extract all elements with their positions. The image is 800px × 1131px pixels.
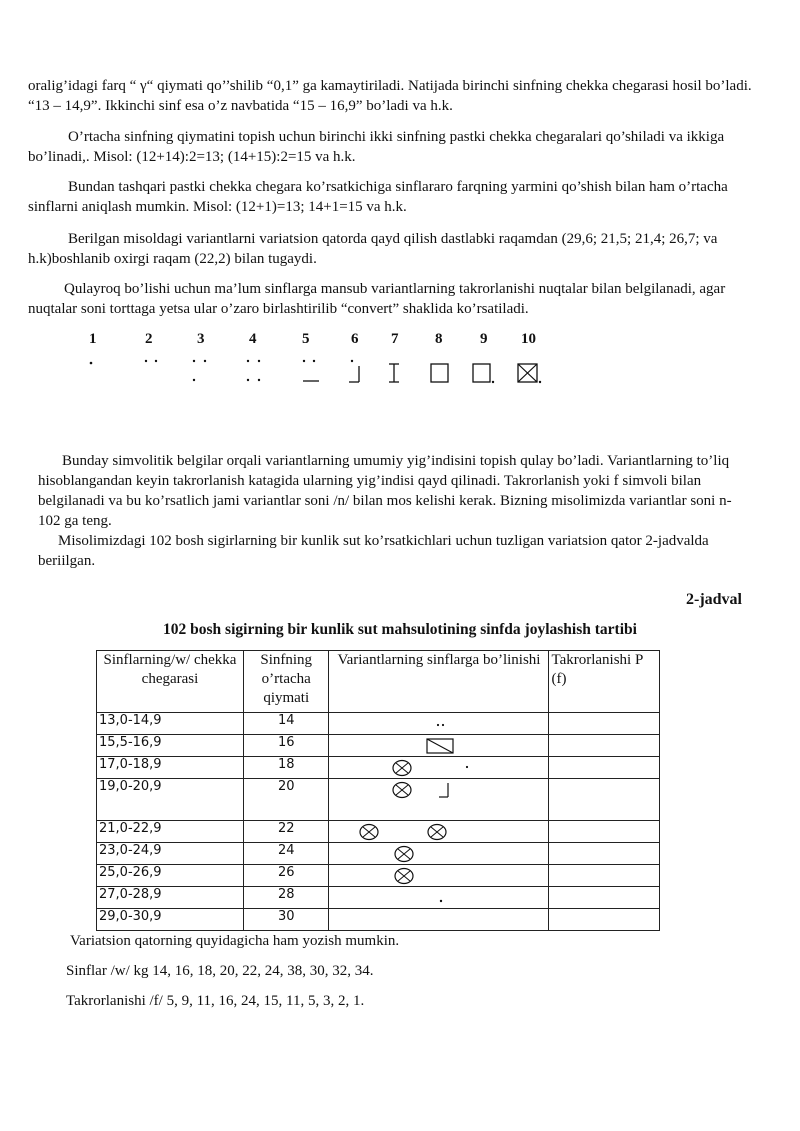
class-mean-cell: 24 <box>244 843 329 865</box>
tally-convert-icon <box>329 865 548 885</box>
class-range-cell: 17,0-18,9 <box>97 757 244 779</box>
table-row <box>97 779 660 821</box>
paragraph-table-intro: Misolimizdagi 102 bosh sigirlarning bir kunlik sut ko’rsatkichlari uchun tuzligan variatsion qator 2-jadvalda beriilgan. <box>38 533 709 569</box>
frequency-cell <box>549 909 660 931</box>
header-variant-distribution: Variantlarning sinflarga bo’linishi <box>329 651 549 713</box>
symbol-number: 2 <box>145 331 153 347</box>
symbol-number: 1 <box>89 331 97 347</box>
frequency-cell <box>549 735 660 757</box>
symbol-number: 3 <box>197 331 205 347</box>
frequency-cell <box>549 713 660 735</box>
tally-convert-icon <box>329 843 548 863</box>
paragraph-variation-series: Berilgan misoldagi variantlarni variatsion qatorda qayd qilish dastlabki raqamdan (29,6; 21,5; 21,4; 26,7; va h.k)boshlanib oxirgi raqam (22,2) bilan tugaydi. <box>28 231 718 267</box>
tally-5-icon <box>300 356 322 386</box>
tally-box-diagonal-icon <box>329 735 548 755</box>
symbol-number: 4 <box>249 331 257 347</box>
tally-3-icon <box>191 356 211 386</box>
frequency-cell <box>549 865 660 887</box>
paragraph-symbol-sum: Bunday simvolitik belgilar orqali variantlarning umumiy yig’indisini topish qulay bo’ladi. Variantlarning to’liq hisoblangandan keyin takrorlanish katagida ularning yig’indisi qayd qilinadi. Takrorlanish yoki f simvoli bilan belgilanadi va bu ko’rsatlich jami variantlar soni /n/ bilan mos kelishi kerak. Bizning misolimizda variantlar soni n-102 ga teng. <box>38 453 732 529</box>
class-range-cell: 25,0-26,9 <box>97 865 244 887</box>
table-header-row <box>97 651 660 713</box>
tally-two-dots-icon <box>329 713 548 733</box>
class-mean-cell: 14 <box>244 713 329 735</box>
tally-6-icon <box>347 356 369 386</box>
table-row <box>97 757 660 779</box>
symbol-number: 5 <box>302 331 310 347</box>
tally-10-icon <box>514 356 542 386</box>
tally-9-icon <box>470 356 496 386</box>
series-intro-line: Variatsion qatorning quyidagicha ham yozish mumkin. <box>70 933 400 949</box>
class-range-cell: 21,0-22,9 <box>97 821 244 843</box>
table-row <box>97 713 660 735</box>
tally-cell <box>329 909 549 931</box>
frequency-cell <box>549 821 660 843</box>
variation-table <box>96 650 660 931</box>
tally-7-icon <box>386 356 406 386</box>
table-row <box>97 909 660 931</box>
table-row <box>97 865 660 887</box>
tally-cell <box>329 735 549 757</box>
frequency-series-line: Takrorlanishi /f/ 5, 9, 11, 16, 24, 15, 11, 5, 3, 2, 1. <box>66 993 365 1009</box>
tally-2-icon <box>142 356 162 386</box>
symbol-number: 7 <box>391 331 399 347</box>
tally-cell <box>329 713 549 735</box>
tally-two-converts-icon <box>329 821 548 841</box>
class-range-cell: 29,0-30,9 <box>97 909 244 931</box>
class-range-cell: 27,0-28,9 <box>97 887 244 909</box>
class-mean-cell: 16 <box>244 735 329 757</box>
tally-cell <box>329 887 549 909</box>
table-title: 102 bosh sigirning bir kunlik sut mahsulotining sinfda joylashish tartibi <box>163 621 637 638</box>
paragraph-class-boundary: oralig’idagi farq “ γ“ qiymati qo’’shilib “0,1” ga kamaytiriladi. Natijada birinchi sinfning chekka chegarasi hosil bo’ladi. “13 – 14,9”. Ikkinchi sinf esa o’z navbatida “15 – 16,9” bo’ladi va h.k. <box>28 78 752 114</box>
header-class-mean: Sinfning o’rtacha qiymati <box>244 651 329 713</box>
tally-cell <box>329 865 549 887</box>
symbol-number: 6 <box>351 331 359 347</box>
tally-cell <box>329 843 549 865</box>
tally-1-icon <box>86 356 98 386</box>
symbol-number: 9 <box>480 331 488 347</box>
tally-8-icon <box>428 356 452 386</box>
table-row <box>97 821 660 843</box>
tally-convert-dot-icon <box>329 757 548 777</box>
tally-cell <box>329 757 549 779</box>
table-number: 2-jadval <box>686 591 742 608</box>
frequency-cell <box>549 757 660 779</box>
class-mean-cell: 18 <box>244 757 329 779</box>
table-row <box>97 735 660 757</box>
paragraph-alt-method: Bundan tashqari pastki chekka chegara ko’rsatkichiga sinflararo farqning yarmini qo’shish bilan ham o’rtacha sinflarni aniqlash mumkin. Misol: (12+1)=13; 14+1=15 va h.k. <box>28 179 728 215</box>
symbol-number-row <box>0 331 800 355</box>
tally-cell <box>329 821 549 843</box>
class-range-cell: 15,5-16,9 <box>97 735 244 757</box>
paragraph-class-mean: O’rtacha sinfning qiymatini topish uchun birinchi ikki sinfning pastki chekka chegaralari qo’shiladi va ikkiga bo’linadi,. Misol: (12+14):2=13; (14+15):2=15 va h.k. <box>28 129 725 165</box>
tally-4-icon <box>245 356 265 386</box>
symbol-number: 10 <box>521 331 536 347</box>
class-mean-cell: 22 <box>244 821 329 843</box>
classes-series-line: Sinflar /w/ kg 14, 16, 18, 20, 22, 24, 38, 30, 32, 34. <box>66 963 374 979</box>
table-row <box>97 887 660 909</box>
class-range-cell: 23,0-24,9 <box>97 843 244 865</box>
class-range-cell: 13,0-14,9 <box>97 713 244 735</box>
frequency-cell <box>549 843 660 865</box>
class-mean-cell: 26 <box>244 865 329 887</box>
table-row <box>97 843 660 865</box>
class-range-cell: 19,0-20,9 <box>97 779 244 821</box>
tally-one-dot-icon <box>329 887 548 907</box>
header-frequency: Takrorlanishi P (f) <box>549 651 660 713</box>
tally-convert-corner-icon <box>329 779 548 801</box>
frequency-cell <box>549 887 660 909</box>
class-mean-cell: 30 <box>244 909 329 931</box>
paragraph-tally-symbols: Qulayroq bo’lishi uchun ma’lum sinflarga mansub variantlarning takrorlanishi nuqtalar bilan belgilanadi, agar nuqtalar soni torttaga yetsa ular o’zaro birlashtirilib “convert” shaklida ko’rsatiladi. <box>28 281 726 317</box>
symbol-number: 8 <box>435 331 443 347</box>
tally-cell <box>329 779 549 821</box>
class-mean-cell: 28 <box>244 887 329 909</box>
class-mean-cell: 20 <box>244 779 329 821</box>
header-class-boundary: Sinflarning/w/ chekka chegarasi <box>97 651 244 713</box>
tally-symbol-row <box>0 356 800 390</box>
frequency-cell <box>549 779 660 821</box>
